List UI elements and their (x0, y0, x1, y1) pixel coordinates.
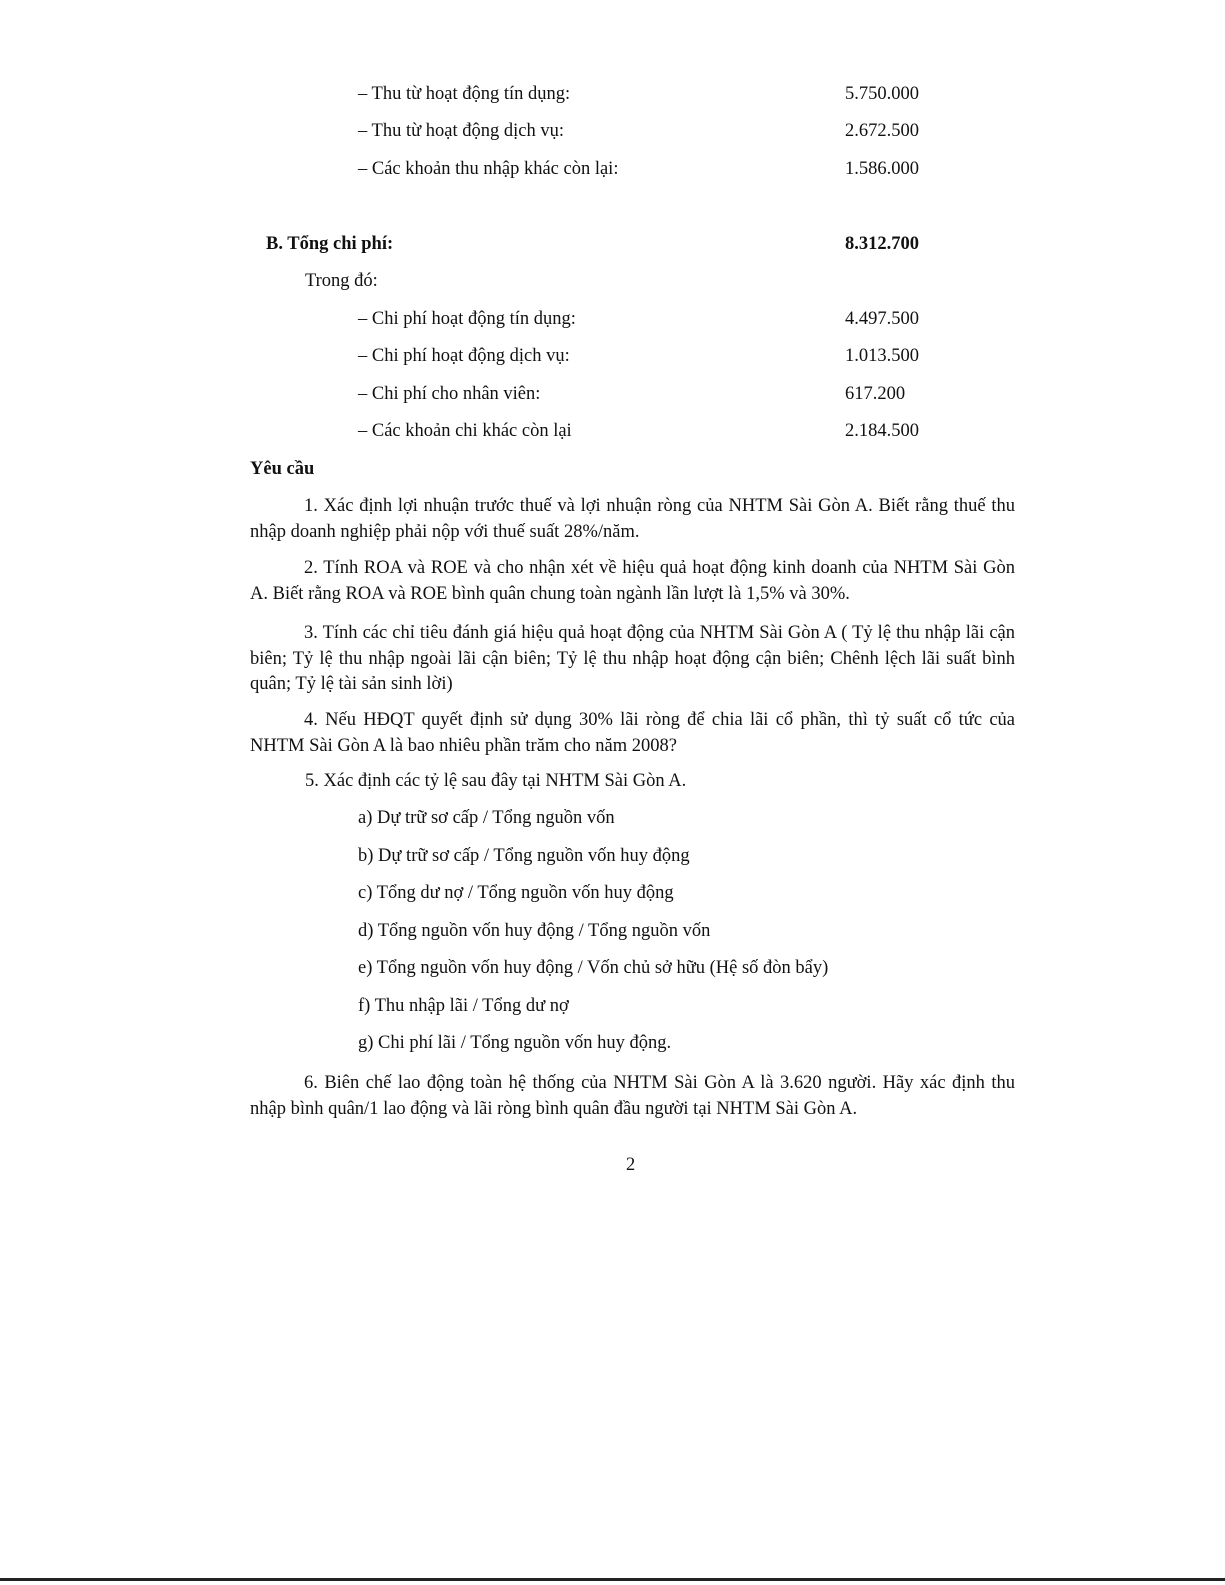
requirements-heading: Yêu cầu (250, 459, 315, 479)
income-item-other-label: – Các khoản thu nhập khác còn lại: (358, 159, 619, 179)
requirement-3: 3. Tính các chỉ tiêu đánh giá hiệu quả hoạt động của NHTM Sài Gòn A ( Tỷ lệ thu nhập lãi cận biên; Tỷ lệ thu nhập ngoài lãi cận biên; Tỷ lệ thu nhập hoạt động cận biên; Chênh lệch lãi suất bình quân; Tỷ lệ tài sản sinh lời) (250, 623, 1015, 694)
page-bottom-edge (0, 1578, 1225, 1581)
page-number: 2 (626, 1155, 636, 1175)
requirement-5-item-b: b) Dự trữ sơ cấp / Tổng nguồn vốn huy động (358, 846, 690, 866)
requirement-6: 6. Biên chế lao động toàn hệ thống của NHTM Sài Gòn A là 3.620 người. Hãy xác định thu nhập bình quân/1 lao động và lãi ròng bình quân đầu người tại NHTM Sài Gòn A. (250, 1073, 1015, 1119)
requirement-5: 5. Xác định các tỷ lệ sau đây tại NHTM Sài Gòn A. (305, 771, 687, 791)
requirement-5-item-f: f) Thu nhập lãi / Tổng dư nợ (358, 996, 569, 1016)
expense-item-service-label: – Chi phí hoạt động dịch vụ: (358, 346, 570, 366)
requirement-2: 2. Tính ROA và ROE và cho nhận xét về hiệu quả hoạt động kinh doanh của NHTM Sài Gòn A. Biết rằng ROA và ROE bình quân chung toàn ngành lần lượt là 1,5% và 30%. (250, 558, 1015, 604)
requirement-1: 1. Xác định lợi nhuận trước thuế và lợi nhuận ròng của NHTM Sài Gòn A. Biết rằng thuế thu nhập doanh nghiệp phải nộp với thuế suất 28%/năm. (250, 496, 1015, 542)
income-item-service-value: 2.672.500 (845, 121, 919, 141)
expense-item-service-value: 1.013.500 (845, 346, 919, 366)
expense-item-staff-value: 617.200 (845, 384, 906, 404)
expense-section-title: B. Tổng chi phí: (266, 234, 394, 254)
expense-item-other-value: 2.184.500 (845, 421, 919, 441)
expense-item-other-label: – Các khoản chi khác còn lại (358, 421, 572, 441)
requirement-5-item-e: e) Tổng nguồn vốn huy động / Vốn chủ sở hữu (Hệ số đòn bẩy) (358, 958, 829, 978)
income-item-credit-label: – Thu từ hoạt động tín dụng: (358, 84, 571, 104)
expense-item-staff-label: – Chi phí cho nhân viên: (358, 384, 541, 404)
requirement-4: 4. Nếu HĐQT quyết định sử dụng 30% lãi ròng để chia lãi cổ phần, thì tỷ suất cổ tức của NHTM Sài Gòn A là bao nhiêu phần trăm cho năm 2008? (250, 710, 1015, 756)
expense-section-total: 8.312.700 (845, 234, 919, 254)
requirement-5-item-d: d) Tổng nguồn vốn huy động / Tổng nguồn vốn (358, 921, 711, 941)
expense-item-credit-label: – Chi phí hoạt động tín dụng: (358, 309, 576, 329)
income-item-service-label: – Thu từ hoạt động dịch vụ: (358, 121, 564, 141)
requirement-5-item-a: a) Dự trữ sơ cấp / Tổng nguồn vốn (358, 808, 615, 828)
income-item-credit-value: 5.750.000 (845, 84, 919, 104)
expense-item-credit-value: 4.497.500 (845, 309, 919, 329)
income-item-other-value: 1.586.000 (845, 159, 919, 179)
requirement-5-item-c: c) Tổng dư nợ / Tổng nguồn vốn huy động (358, 883, 674, 903)
requirement-5-item-g: g) Chi phí lãi / Tổng nguồn vốn huy động. (358, 1033, 672, 1053)
expense-section-intro: Trong đó: (305, 271, 378, 291)
